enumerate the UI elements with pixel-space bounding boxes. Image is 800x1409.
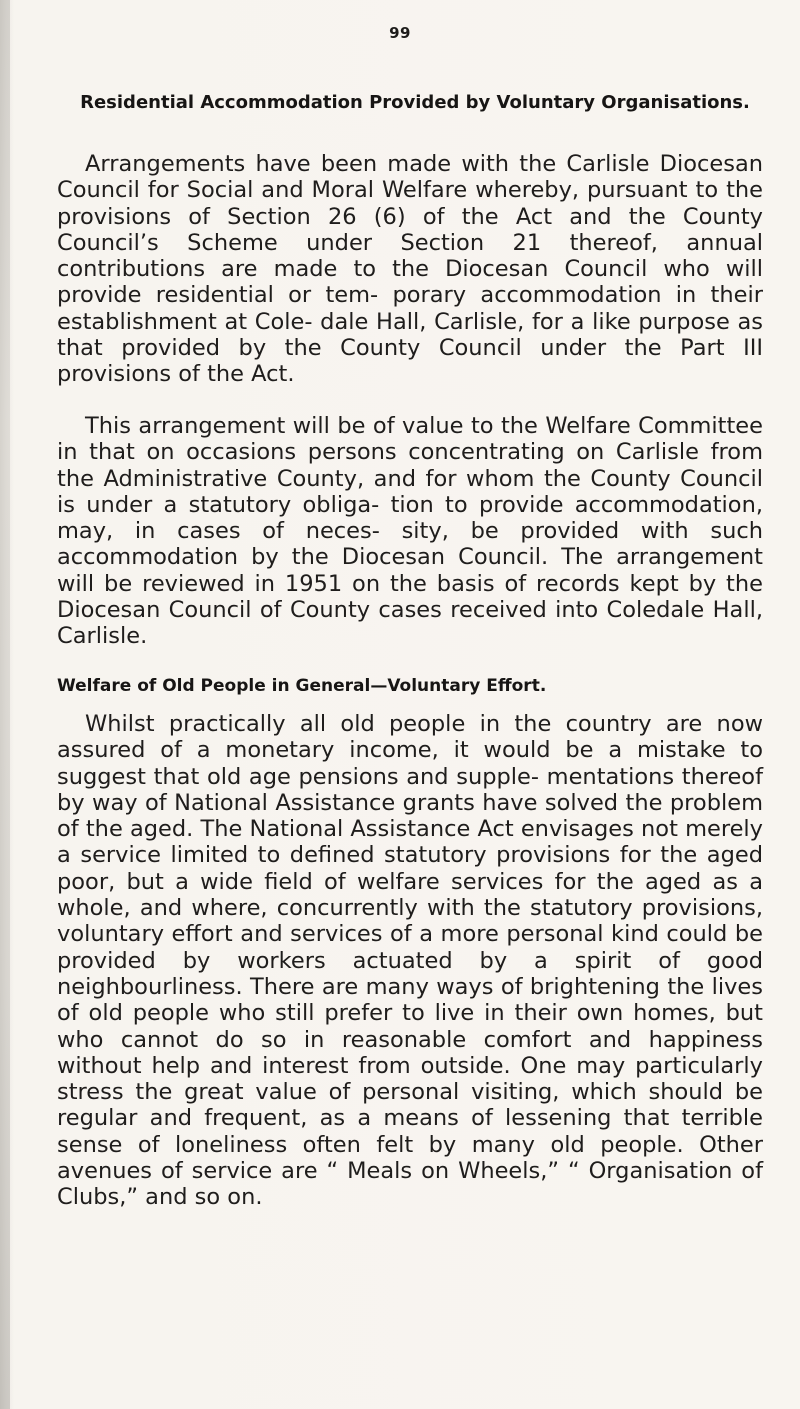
paragraph-value-to-committee: This arrangement will be of value to the Welfare Committee in that on occasions persons concentrating on Carlisle from the Administrative County, and for whom the County Council is under a statutory obliga- tion to provide accommodation, may, in cases of neces- sity, be provided with such accommodation by the Diocesan Council. The arrangement will be reviewed in 1951 on the basis of records kept by the Diocesan Council of County cases received into Coledale Hall, Carlisle. [57, 413, 763, 650]
section-heading-welfare-old-people: Welfare of Old People in General—Voluntary Effort. [57, 676, 547, 696]
page-edge-shadow [0, 0, 10, 1409]
section-heading-residential-accommodation: Residential Accommodation Provided by Voluntary Organisations. [80, 92, 750, 113]
paragraph-arrangements: Arrangements have been made with the Carlisle Diocesan Council for Social and Moral Welfare whereby, pursuant to the provisions of Section 26 (6) of the Act and the County Council’s Scheme under Section 21 thereof, annual contributions are made to the Diocesan Council who will provide residential or tem- porary accommodation in their establishment at Cole- dale Hall, Carlisle, for a like purpose as that provided by the County Council under the Part III provisions of the Act. [57, 151, 763, 388]
page-number: 99 [389, 24, 411, 42]
paragraph-voluntary-effort: Whilst practically all old people in the country are now assured of a monetary income, it would be a mistake to suggest that old age pensions and supple- mentations thereof by way of National Assistance grants have solved the problem of the aged. The National Assistance Act envisages not merely a service limited to defined statutory provisions for the aged poor, but a wide field of welfare services for the aged as a whole, and where, concurrently with the statutory provisions, voluntary effort and services of a more personal kind could be provided by workers actuated by a spirit of good neighbourliness. There are many ways of brightening the lives of old people who still prefer to live in their own homes, but who cannot do so in reasonable comfort and happiness without help and interest from outside. One may particularly stress the great value of personal visiting, which should be regular and frequent, as a means of lessening that terrible sense of loneliness often felt by many old people. Other avenues of service are “ Meals on Wheels,” “ Organisation of Clubs,” and so on. [57, 711, 763, 1211]
